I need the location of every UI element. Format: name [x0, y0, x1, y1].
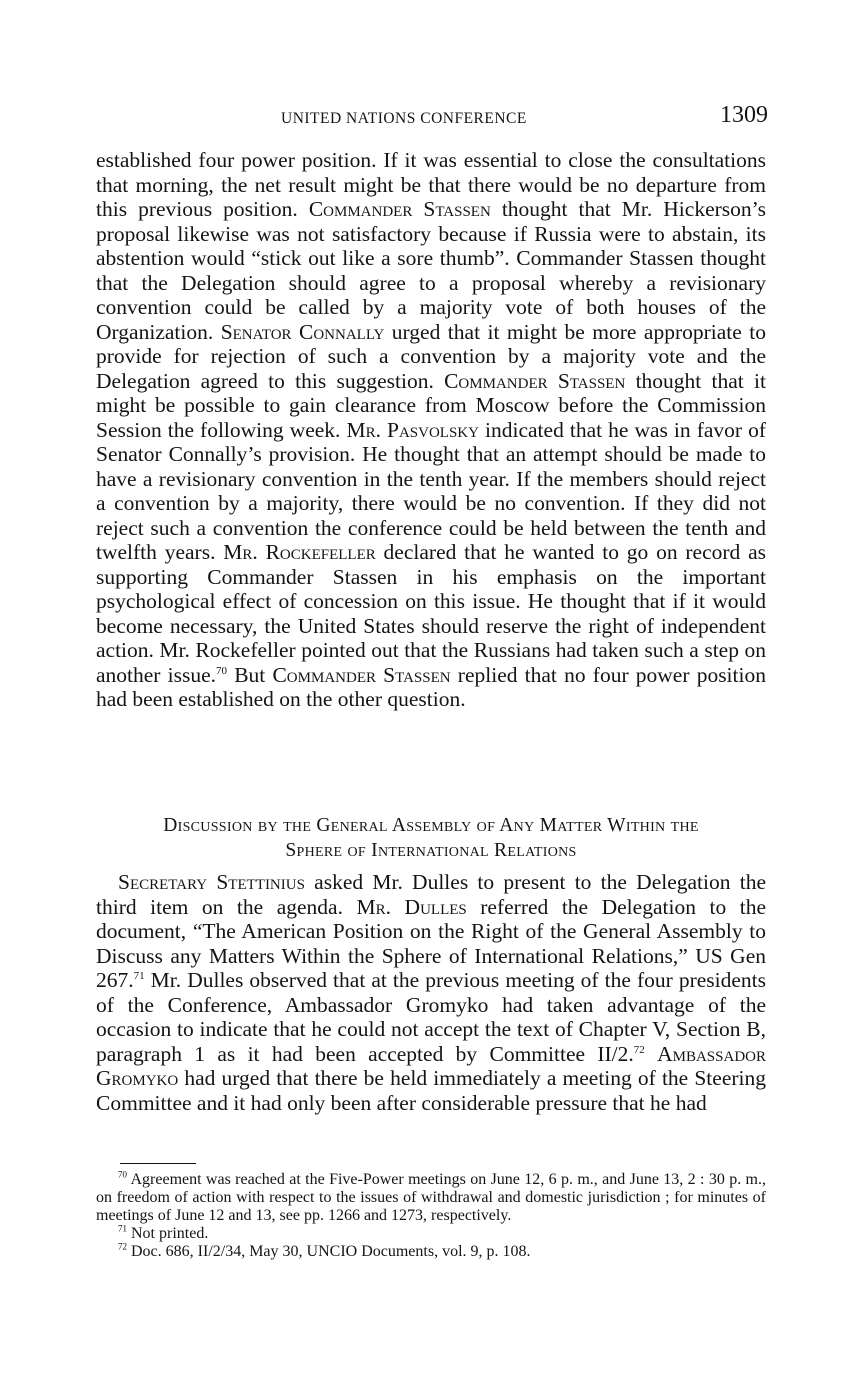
text-run — [645, 1042, 657, 1066]
speaker-name: Mr. Rockefeller — [223, 540, 376, 564]
footnote-text: Agreement was reached at the Five-Power meetings on June 12, 6 p. m., and June 13, 2 : 30 p. m., on freedom of action with respect to the issues of withdrawal and domestic jurisdiction ; for minutes of meetings of June 12 and 13, see pp. 1266 and 1273, respectively. — [96, 1171, 766, 1224]
heading-line: Sphere of International Relations — [285, 840, 577, 861]
text-run: indicated that he was in favor of Senator Connally’s provision. He thought that an attempt should be made to have a revisionary convention in the tenth year. If the members should reject a convention by a majority, there would be no convention. If they did not reject such a convention the conference could be held between the tenth and twelfth years. — [96, 417, 767, 564]
footnote-71 — [96, 1225, 766, 1243]
text-run: thought that it might be possible to gain clearance from Moscow before the Commission Session the following week. — [96, 368, 766, 442]
footnote-70 — [96, 1171, 766, 1225]
footnotes — [96, 1171, 766, 1261]
speaker-name: Ambassador Gromyko — [96, 1041, 766, 1090]
text-run: had urged that there be held immediately a meeting of the Steering Committee and it had only been after considerable pressure that he had — [96, 1066, 766, 1115]
text-run: urged that it might be more appropriate to provide for rejection of such a convention by a majority vote and the Delegation agreed to this suggestion. — [96, 319, 766, 393]
paragraph-text — [96, 148, 766, 712]
footnote-text: Doc. 686, II/2/34, May 30, UNCIO Documents, vol. 9, p. 108. — [127, 1243, 531, 1260]
paragraph-text — [96, 870, 766, 1115]
text-run: asked Mr. Dulles to present to the Delegation the third item on the agenda. — [96, 870, 766, 919]
speaker-name: Commander Stassen — [272, 662, 451, 687]
footnote-text: Not printed. — [127, 1225, 209, 1242]
footnote-ref: 71 — [133, 969, 145, 982]
running-head — [96, 104, 768, 134]
speaker-name: Commander Stassen — [444, 368, 626, 393]
footnote-ref: 70 — [216, 664, 228, 677]
section-heading — [96, 813, 766, 863]
text-run: But — [227, 662, 273, 687]
body-paragraph-2 — [96, 870, 766, 1115]
speaker-name: Secretary Stettinius — [118, 870, 305, 894]
speaker-name: Mr. Pasvolsky — [346, 417, 479, 442]
page-number: 1309 — [720, 102, 768, 128]
footnote-mark: 71 — [118, 1223, 127, 1234]
footnote-mark: 70 — [118, 1169, 127, 1180]
text-run: replied that no four power position had been established on the other question. — [96, 662, 766, 711]
speaker-name: Senator Connally — [220, 319, 385, 344]
text-run: established four power position. If it was essential to close the consultations that morning, the net result might be that there would be no departure from this previous position. — [96, 148, 766, 221]
text-run: Mr. Dulles observed that at the previous meeting of the four presidents of the Conference, Ambassador Gromyko had taken advantage of the occasion to indicate that he could not accept the text of Chapter V, Section B, paragraph 1 as it had been accepted by Committee II/2. — [96, 968, 766, 1066]
running-title: UNITED NATIONS CONFERENCE — [281, 110, 527, 127]
footnote-rule — [120, 1163, 196, 1164]
text-run: thought that Mr. Hickerson’s proposal likewise was not satisfactory because if Russia were to abstain, its abstention would “stick out like a sore thumb”. Commander Stassen thought that the Delegation should agree to a proposal whereby a revisionary convention could be called by a majority vote of both houses of the Organization. — [96, 197, 766, 344]
footnote-ref: 72 — [633, 1043, 645, 1056]
heading-line: Discussion by the General Assembly of Any Matter Within the — [163, 815, 699, 836]
speaker-name: Commander Stassen — [308, 197, 491, 221]
body-paragraph-1 — [96, 148, 766, 712]
text-run: referred the Delegation to the document, “The American Position on the Right of the General Assembly to Discuss any Matters Within the Sphere of International Relations,” US Gen 267. — [96, 894, 766, 992]
footnote-mark: 72 — [118, 1241, 127, 1252]
footnote-72 — [96, 1243, 766, 1261]
speaker-name: Mr. Dulles — [356, 894, 467, 919]
text-run: declared that he wanted to go on record as supporting Commander Stassen in his emphasis on the important psychological effect of concession on this issue. He thought that if it would become necessary, the United States should reserve the right of independent action. Mr. Rockefeller pointed out that the Russians had taken such a step on another issue. — [96, 540, 766, 687]
